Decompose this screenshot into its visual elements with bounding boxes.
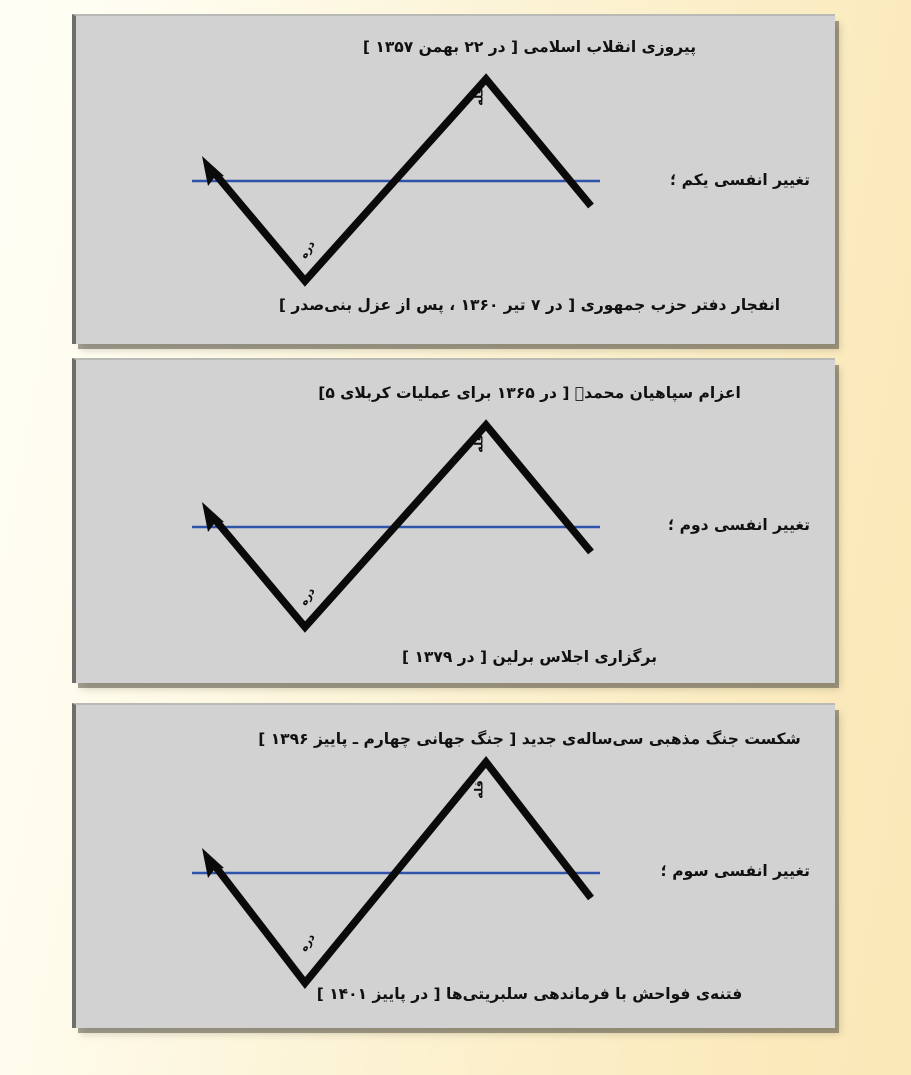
panel-2-peak-label: قله [472,434,486,453]
panel-1-bottom-caption: انفجار دفتر حزب جمهوری [ در ۷ تیر ۱۳۶۰ ، پس از عزل بنی‌صدر ] [278,296,781,314]
panel-3-valley-label: دره [296,931,318,954]
panel-2-bottom-caption: برگزاری اجلاس برلین [ در ۱۳۷۹ ] [401,648,658,666]
panel-1-valley-label: دره [296,238,318,261]
panel-1-peak-label: قله [472,87,486,106]
panel-3-top-caption: شکست جنگ مذهبی سی‌ساله‌ی جدید [ جنگ جهانی چهارم ـ پاییز ۱۳۹۶ ] [258,730,801,748]
panel-3-bottom-caption: فتنه‌ی فواحش با فرماندهی سلبریتی‌ها [ در پاییز ۱۴۰۱ ] [316,985,743,1003]
panel-1-top-caption: پیروزی انقلاب اسلامی [ در ۲۲ بهمن ۱۳۵۷ ] [362,38,697,56]
panel-1-side-label: تغییر انفسی یکم ؛ [670,171,810,189]
panel-2-top-caption: اعزام سپاهیان محمدؐ [ در ۱۳۶۵ برای عملیات کربلای ۵] [318,384,741,402]
panel-2-valley-label: دره [296,585,318,608]
panel-3-side-label: تغییر انفسی سوم ؛ [660,862,810,880]
panel-2-side-label: تغییر انفسی دوم ؛ [668,516,810,534]
panel-3-peak-label: قله [472,780,486,799]
